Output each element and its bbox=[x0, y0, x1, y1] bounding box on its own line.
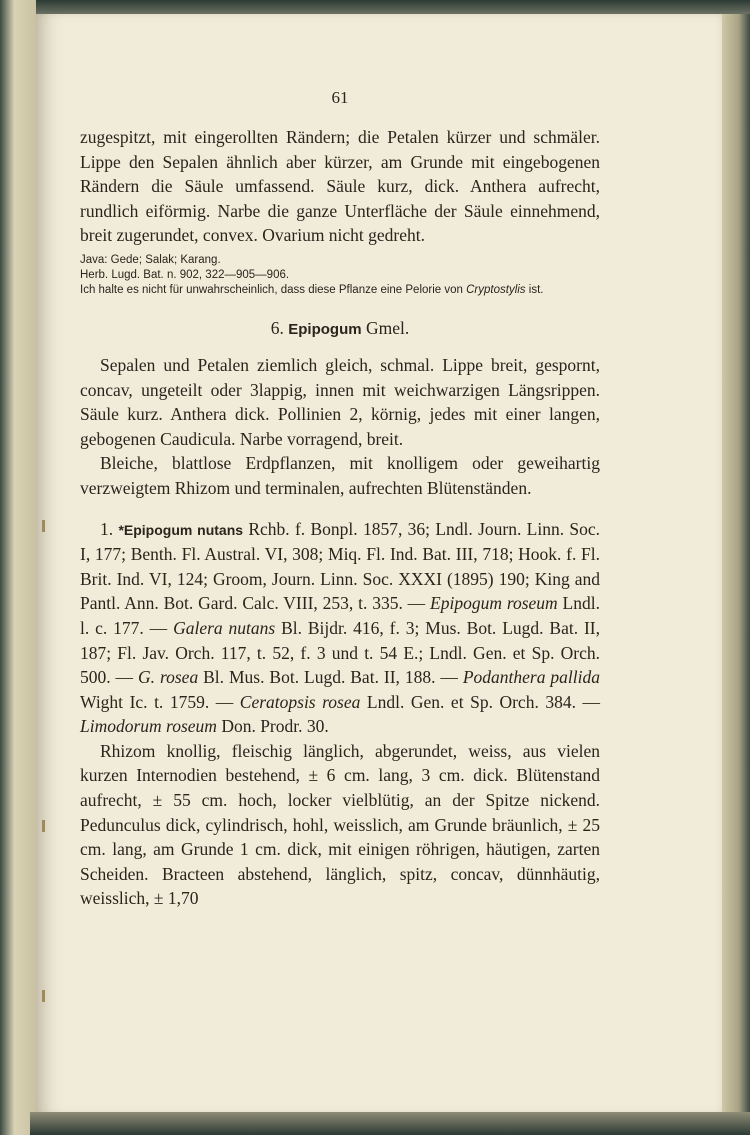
margin-mark bbox=[42, 520, 45, 532]
specimen-notes bbox=[80, 253, 600, 298]
species-refs: Lndl. l. c. 177. — bbox=[80, 593, 600, 638]
species-refs: Don. Prodr. 30. bbox=[216, 716, 329, 737]
synonym: Epipogum roseum bbox=[430, 593, 558, 614]
section-genus: Epipogum bbox=[288, 320, 362, 338]
synonym: G. rosea bbox=[138, 667, 199, 688]
species-number: 1. bbox=[100, 518, 119, 539]
synonym: Podanthera pallida bbox=[462, 667, 600, 688]
book-top-edge bbox=[30, 0, 750, 14]
margin-mark bbox=[42, 990, 45, 1002]
synonym: Limodorum roseum bbox=[80, 716, 217, 737]
note-suffix: ist. bbox=[525, 283, 544, 296]
locality-note: Java: Gede; Salak; Karang. bbox=[80, 253, 221, 266]
note-genus: Cryptostylis bbox=[466, 283, 526, 296]
species-description: Rhizom knollig, fleischig länglich, abgerundet, weiss, aus vielen kurzen Internodien bestehend, ± 6 cm. lang, 3 cm. dick. Blütenstand aufrecht, ± 55 cm. hoch, locker vielblütig, an der Spitze nickend. Pedunculus dick, cylindrisch, hohl, weisslich, am Grunde bräunlich, ± 25 cm. lang, am Grunde 1 cm. dick, mit einigen röhrigen, häutigen, zarten Scheiden. Bracteen abstehend, länglich, spitz, concav, dünnhäutig, weisslich, ± 1,70 bbox=[80, 740, 600, 909]
species-entry bbox=[80, 517, 600, 739]
genus-description: Sepalen und Petalen ziemlich gleich, schmal. Lippe breit, gespornt, concav, ungeteilt oder 3lappig, innen mit weichwarzigen Längsrippen. Säule kurz. Anthera dick. Pollinien 2, körnig, jedes mit einer langen, gebogenen Caudicula. Narbe vorragend, breit. bbox=[80, 354, 600, 449]
section-number: 6. bbox=[270, 317, 284, 338]
page-number: 61 bbox=[331, 88, 349, 107]
synonym: Galera nutans bbox=[173, 617, 276, 638]
book-left-edge bbox=[0, 0, 36, 1135]
book-bottom-edge bbox=[30, 1112, 750, 1135]
note-text: Ich halte es nicht für unwahrscheinlich, dass diese Pflanze eine Pelorie von bbox=[80, 283, 463, 296]
species-refs: Rchb. f. Bonpl. 1857, 36; Lndl. Journ. Linn. Soc. I, 177; Benth. Fl. Austral. VI, 308; Miq. Fl. Ind. Bat. III, 718; Hook. f. Fl. Brit. Ind. VI, 124; Groom, Journ. Linn. Soc. XXXI (1895) 190; King and Pantl. Ann. Bot. Gard. Calc. VIII, 253, t. 335. — bbox=[80, 518, 601, 614]
species-refs: Wight Ic. t. 1759. — bbox=[80, 691, 240, 712]
intro-paragraph: zugespitzt, mit eingerollten Rändern; die Petalen kürzer und schmäler. Lippe den Sepalen ähnlich aber kürzer, am Grunde mit eingebogenen Rändern die Säule umfassend. Säule kurz, dick. Anthera aufrecht, rundlich eiförmig. Narbe die ganze Unterfläche der Säule einnehmend, breit zugerundet, convex. Ovarium nicht gedreht. bbox=[80, 127, 600, 246]
synonym: Ceratopsis rosea bbox=[239, 691, 361, 712]
book-right-edge bbox=[722, 14, 750, 1114]
section-heading bbox=[80, 318, 600, 339]
species-refs: Bl. Mus. Bot. Lugd. Bat. II, 188. — bbox=[198, 667, 463, 688]
margin-mark bbox=[42, 820, 45, 832]
herbarium-note: Herb. Lugd. Bat. n. 902, 322—905—906. bbox=[80, 268, 290, 281]
pelorie-note bbox=[80, 283, 600, 298]
genus-habit: Bleiche, blattlose Erdpflanzen, mit knolligem oder geweihartig verzweigtem Rhizom und terminalen, aufrechten Blütenständen. bbox=[80, 453, 600, 498]
species-refs: Lndl. Gen. et Sp. Orch. 384. — bbox=[360, 691, 601, 712]
species-refs: Bl. Bijdr. 416, f. 3; Mus. Bot. Lugd. Bat. II, 187; Fl. Jav. Orch. 117, t. 52, f. 3 und t. 54 E.; Lndl. Gen. et Sp. Orch. 500. — bbox=[80, 617, 600, 688]
page-content bbox=[80, 88, 600, 911]
species-name: *Epipogum nutans bbox=[118, 521, 244, 538]
section-author: Gmel. bbox=[365, 317, 410, 338]
